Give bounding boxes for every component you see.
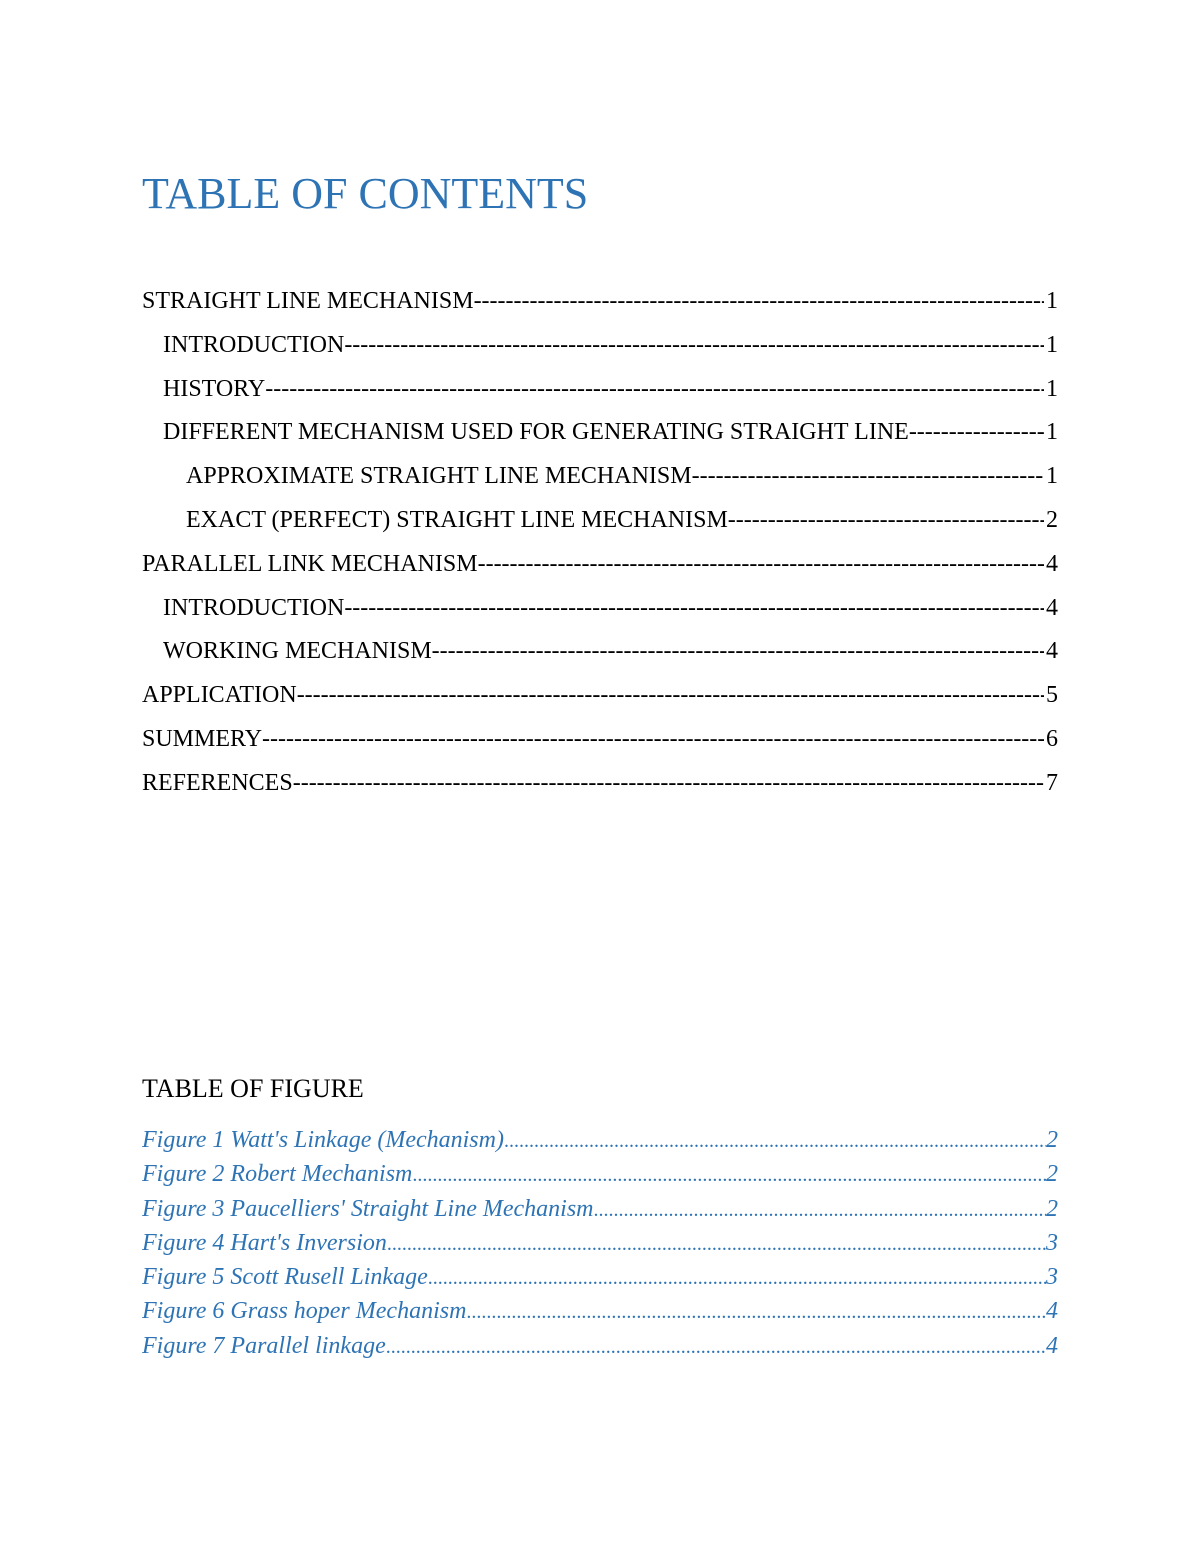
- toc-leader: [293, 762, 1044, 806]
- figures-list: [142, 1123, 1058, 1363]
- toc-entry[interactable]: [142, 324, 1058, 368]
- toc-entry[interactable]: [142, 630, 1058, 674]
- figure-entry[interactable]: [142, 1123, 1058, 1157]
- figure-leader: [386, 1330, 1046, 1363]
- toc-entry-page: 5: [1046, 682, 1058, 709]
- toc-leader: [909, 411, 1044, 455]
- toc-entry-label: HISTORY: [163, 375, 266, 402]
- toc-entry-page: 4: [1046, 550, 1058, 577]
- toc-entry-page: 1: [1046, 463, 1058, 490]
- figure-entry[interactable]: [142, 1226, 1058, 1260]
- toc-leader: [474, 280, 1044, 324]
- toc-title: TABLE OF CONTENTS: [142, 169, 589, 218]
- figure-entry-label: Figure 4 Hart's Inversion: [142, 1229, 387, 1256]
- figure-entry-label: Figure 6 Grass hoper Mechanism: [142, 1298, 467, 1325]
- toc-entry-page: 1: [1046, 375, 1058, 402]
- toc-entry-label: APPROXIMATE STRAIGHT LINE MECHANISM: [186, 463, 692, 490]
- figure-entry-label: Figure 5 Scott Rusell Linkage: [142, 1264, 428, 1291]
- toc-entry[interactable]: [142, 762, 1058, 806]
- figure-entry-label: Figure 7 Parallel linkage: [142, 1332, 386, 1359]
- toc-leader: [262, 718, 1044, 762]
- toc-entry[interactable]: [142, 674, 1058, 718]
- toc-entry[interactable]: [142, 368, 1058, 412]
- figure-entry-label: Figure 2 Robert Mechanism: [142, 1161, 413, 1188]
- figure-leader: [387, 1227, 1046, 1260]
- toc-entry-page: 1: [1046, 331, 1058, 358]
- figure-leader: [428, 1261, 1046, 1294]
- toc-leader: [265, 368, 1044, 412]
- toc-entry-page: 6: [1046, 725, 1058, 752]
- toc-list: [142, 280, 1058, 806]
- toc-entry-label: DIFFERENT MECHANISM USED FOR GENERATING STRAIGHT LINE: [163, 419, 909, 446]
- figure-entry-page: 2: [1046, 1161, 1058, 1188]
- figure-entry-page: 4: [1046, 1332, 1058, 1359]
- toc-entry[interactable]: [142, 587, 1058, 631]
- figure-entry[interactable]: [142, 1157, 1058, 1191]
- toc-entry-label: REFERENCES: [142, 769, 293, 796]
- toc-entry[interactable]: [142, 499, 1058, 543]
- figure-entry[interactable]: [142, 1294, 1058, 1328]
- toc-leader: [344, 324, 1044, 368]
- toc-entry[interactable]: [142, 280, 1058, 324]
- figure-entry[interactable]: [142, 1192, 1058, 1226]
- toc-entry-page: 4: [1046, 638, 1058, 665]
- figures-title: TABLE OF FIGURE: [142, 1074, 364, 1103]
- figure-entry-page: 2: [1046, 1195, 1058, 1222]
- toc-entry[interactable]: [142, 411, 1058, 455]
- figure-entry[interactable]: [142, 1260, 1058, 1294]
- toc-entry-label: STRAIGHT LINE MECHANISM: [142, 288, 474, 314]
- figure-entry-page: 2: [1046, 1127, 1058, 1153]
- toc-entry-label: WORKING MECHANISM: [163, 638, 432, 665]
- figure-leader: [412, 1158, 1046, 1191]
- toc-entry-page: 1: [1046, 288, 1058, 314]
- toc-entry-page: 2: [1046, 506, 1058, 533]
- toc-leader: [728, 499, 1044, 543]
- toc-entry-label: APPLICATION: [142, 682, 297, 709]
- figure-leader: [594, 1193, 1046, 1226]
- toc-entry[interactable]: [142, 455, 1058, 499]
- toc-leader: [478, 543, 1044, 587]
- toc-entry-page: 7: [1046, 769, 1058, 796]
- toc-leader: [344, 587, 1044, 631]
- figure-entry[interactable]: [142, 1329, 1058, 1363]
- figure-entry-page: 4: [1046, 1298, 1058, 1325]
- figure-entry-page: 3: [1046, 1264, 1058, 1291]
- toc-entry-page: 4: [1046, 594, 1058, 621]
- toc-entry-label: PARALLEL LINK MECHANISM: [142, 550, 478, 577]
- toc-leader: [432, 630, 1044, 674]
- figure-leader: [504, 1124, 1046, 1157]
- figure-entry-label: Figure 3 Paucelliers' Straight Line Mechanism: [142, 1195, 594, 1222]
- toc-entry-label: INTRODUCTION: [163, 594, 345, 621]
- toc-entry[interactable]: [142, 543, 1058, 587]
- figure-entry-label: Figure 1 Watt's Linkage (Mechanism): [142, 1127, 504, 1153]
- toc-entry-page: 1: [1046, 419, 1058, 446]
- figure-leader: [466, 1295, 1046, 1328]
- toc-entry-label: SUMMERY: [142, 725, 263, 752]
- toc-entry[interactable]: [142, 718, 1058, 762]
- toc-entry-label: EXACT (PERFECT) STRAIGHT LINE MECHANISM: [186, 506, 728, 533]
- toc-leader: [297, 674, 1044, 718]
- figure-entry-page: 3: [1046, 1229, 1058, 1256]
- toc-entry-label: INTRODUCTION: [163, 331, 345, 358]
- toc-leader: [692, 455, 1044, 499]
